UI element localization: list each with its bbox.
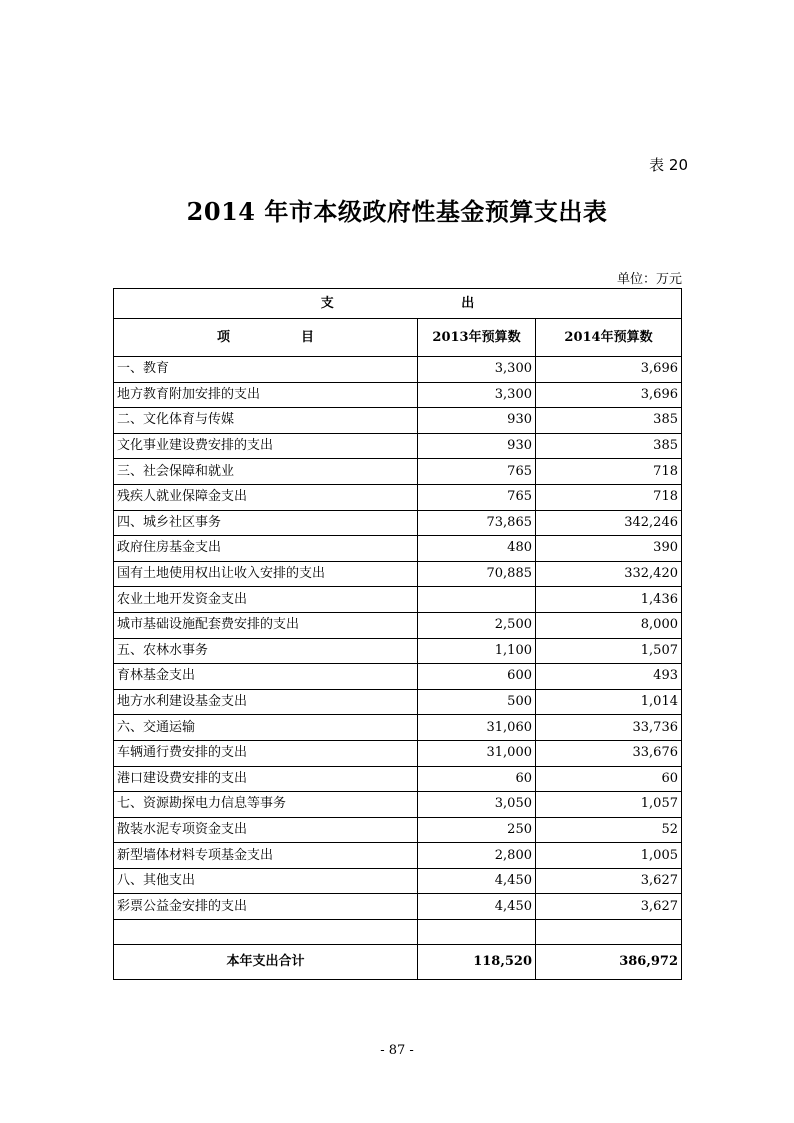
blank-cell: [418, 920, 536, 945]
group-header: [114, 289, 682, 319]
value-2013: 250: [418, 817, 536, 843]
value-2013: 500: [418, 689, 536, 715]
total-2014: 386,972: [536, 945, 682, 980]
value-2013: 600: [418, 664, 536, 690]
budget-table: [113, 288, 682, 980]
category-row: [114, 357, 682, 383]
category-label: 五、农林水事务: [114, 638, 418, 664]
value-2013: 930: [418, 408, 536, 434]
subitem-row: [114, 484, 682, 510]
category-row: [114, 715, 682, 741]
category-label: 四、城乡社区事务: [114, 510, 418, 536]
total-label: 本年支出合计: [114, 945, 418, 980]
subitem-row: [114, 817, 682, 843]
category-label: 七、资源勘探电力信息等事务: [114, 792, 418, 818]
category-label: 六、交通运输: [114, 715, 418, 741]
value-2014: 60: [536, 766, 682, 792]
subitem-label: 散装水泥专项资金支出: [114, 817, 418, 843]
subitem-label: 新型墙体材料专项基金支出: [114, 843, 418, 869]
subitem-label: 政府住房基金支出: [114, 536, 418, 562]
subitem-label: 育林基金支出: [114, 664, 418, 690]
subitem-row: [114, 587, 682, 613]
subitem-label: 国有土地使用权出让收入安排的支出: [114, 561, 418, 587]
group-header-right: 出: [461, 295, 475, 311]
value-2014: 1,057: [536, 792, 682, 818]
value-2013: 765: [418, 459, 536, 485]
page-title: 2014 年市本级政府性基金预算支出表: [186, 197, 608, 226]
category-label: 一、教育: [114, 357, 418, 383]
value-2014: 385: [536, 408, 682, 434]
subitem-label: 残疾人就业保障金支出: [114, 484, 418, 510]
subitem-row: [114, 536, 682, 562]
column-header-2013: 2013年预算数: [418, 319, 536, 357]
value-2014: 3,627: [536, 894, 682, 920]
value-2014: 385: [536, 433, 682, 459]
value-2013: 70,885: [418, 561, 536, 587]
value-2013: 3,300: [418, 382, 536, 408]
subitem-row: [114, 561, 682, 587]
table-body: [114, 357, 682, 920]
subitem-label: 地方水利建设基金支出: [114, 689, 418, 715]
value-2014: 3,696: [536, 357, 682, 383]
blank-row: [114, 920, 682, 945]
category-row: [114, 792, 682, 818]
value-2014: 493: [536, 664, 682, 690]
value-2013: 73,865: [418, 510, 536, 536]
value-2014: 3,627: [536, 868, 682, 894]
subitem-label: 城市基础设施配套费安排的支出: [114, 612, 418, 638]
column-header-item: [114, 319, 418, 357]
blank-cell: [536, 920, 682, 945]
value-2013: [418, 587, 536, 613]
value-2013: 765: [418, 484, 536, 510]
unit-label: 单位：万元: [616, 272, 682, 287]
value-2014: 52: [536, 817, 682, 843]
subitem-row: [114, 740, 682, 766]
subitem-row: [114, 612, 682, 638]
value-2014: 390: [536, 536, 682, 562]
subitem-label: 港口建设费安排的支出: [114, 766, 418, 792]
column-header-2014: 2014年预算数: [536, 319, 682, 357]
column-header-item-right: 目: [300, 329, 314, 345]
value-2013: 930: [418, 433, 536, 459]
value-2014: 33,676: [536, 740, 682, 766]
category-label: 三、社会保障和就业: [114, 459, 418, 485]
subitem-row: [114, 766, 682, 792]
category-row: [114, 510, 682, 536]
total-row: [114, 945, 682, 980]
value-2013: 4,450: [418, 868, 536, 894]
subitem-label: 农业土地开发资金支出: [114, 587, 418, 613]
value-2014: 718: [536, 484, 682, 510]
category-label: 八、其他支出: [114, 868, 418, 894]
subitem-label: 彩票公益金安排的支出: [114, 894, 418, 920]
table-group-header-row: [114, 289, 682, 319]
value-2014: 718: [536, 459, 682, 485]
value-2014: 1,014: [536, 689, 682, 715]
total-2013: 118,520: [418, 945, 536, 980]
value-2013: 31,060: [418, 715, 536, 741]
table-number: 表 20: [649, 156, 688, 174]
value-2014: 1,005: [536, 843, 682, 869]
category-row: [114, 638, 682, 664]
subitem-row: [114, 664, 682, 690]
subitem-label: 地方教育附加安排的支出: [114, 382, 418, 408]
value-2013: 4,450: [418, 894, 536, 920]
group-header-left: 支: [320, 295, 334, 311]
value-2013: 1,100: [418, 638, 536, 664]
subitem-row: [114, 689, 682, 715]
subitem-label: 车辆通行费安排的支出: [114, 740, 418, 766]
value-2013: 480: [418, 536, 536, 562]
subitem-row: [114, 843, 682, 869]
value-2013: 2,500: [418, 612, 536, 638]
page-number: - 87 -: [380, 1043, 414, 1058]
value-2014: 332,420: [536, 561, 682, 587]
value-2014: 342,246: [536, 510, 682, 536]
category-row: [114, 408, 682, 434]
value-2013: 31,000: [418, 740, 536, 766]
value-2013: 2,800: [418, 843, 536, 869]
subitem-label: 文化事业建设费安排的支出: [114, 433, 418, 459]
subitem-row: [114, 382, 682, 408]
value-2013: 3,300: [418, 357, 536, 383]
blank-cell: [114, 920, 418, 945]
subitem-row: [114, 433, 682, 459]
value-2014: 33,736: [536, 715, 682, 741]
value-2014: 1,436: [536, 587, 682, 613]
value-2013: 60: [418, 766, 536, 792]
table-column-header-row: [114, 319, 682, 357]
value-2014: 8,000: [536, 612, 682, 638]
column-header-item-left: 项: [217, 329, 231, 345]
category-row: [114, 459, 682, 485]
value-2013: 3,050: [418, 792, 536, 818]
subitem-row: [114, 894, 682, 920]
category-row: [114, 868, 682, 894]
category-label: 二、文化体育与传媒: [114, 408, 418, 434]
value-2014: 1,507: [536, 638, 682, 664]
value-2014: 3,696: [536, 382, 682, 408]
